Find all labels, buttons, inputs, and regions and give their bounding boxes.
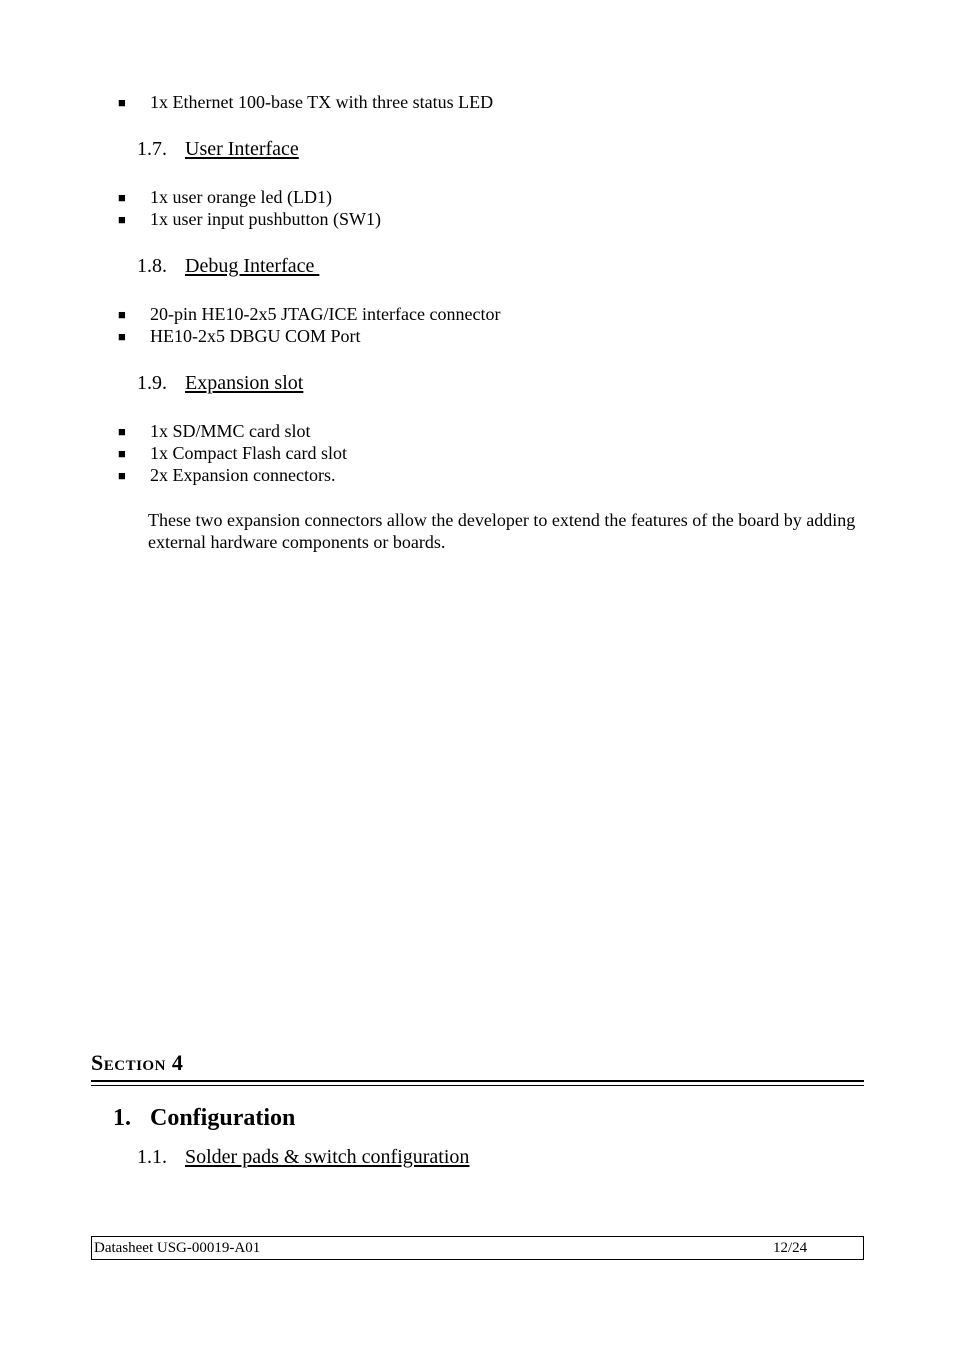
subheading-title: User Interface bbox=[185, 138, 299, 160]
subheading-number: 1.8. bbox=[137, 255, 167, 277]
bullet-mark: ■ bbox=[118, 212, 126, 227]
bullet-text: HE10-2x5 DBGU COM Port bbox=[150, 326, 361, 346]
section-rule-thick bbox=[91, 1080, 864, 1082]
subheading-title: Expansion slot bbox=[185, 372, 304, 394]
chapter-title: Configuration bbox=[150, 1105, 296, 1131]
subheading-solder-pads bbox=[137, 1145, 469, 1169]
bullet-item-dbgu bbox=[118, 325, 361, 348]
subheading-title: Solder pads & switch configuration bbox=[185, 1146, 470, 1168]
subheading-number: 1.7. bbox=[137, 138, 167, 160]
subheading-expansion-slot bbox=[137, 371, 303, 395]
chapter-heading bbox=[113, 1103, 295, 1133]
expansion-paragraph: These two expansion connectors allow the developer to extend the features of the board by adding external hardware components or boards. bbox=[148, 510, 856, 552]
section-label: Section 4 bbox=[91, 1050, 184, 1075]
subheading-title: Debug Interface bbox=[185, 255, 320, 277]
bullet-item-expansion-connectors bbox=[118, 464, 335, 487]
section-rule-thin bbox=[91, 1085, 864, 1086]
subheading-number: 1.9. bbox=[137, 372, 167, 394]
bullet-text: 1x Ethernet 100-base TX with three status LED bbox=[150, 92, 494, 112]
bullet-mark: ■ bbox=[118, 307, 126, 322]
page-footer bbox=[91, 1236, 864, 1260]
bullet-text: 1x user input pushbutton (SW1) bbox=[150, 209, 381, 229]
bullet-item-ethernet bbox=[118, 91, 493, 114]
subheading-debug-interface bbox=[137, 254, 319, 278]
bullet-mark: ■ bbox=[118, 95, 126, 110]
bullet-item-user-pushbutton bbox=[118, 208, 381, 231]
bullet-item-sd-mmc bbox=[118, 420, 311, 443]
bullet-text: 1x Compact Flash card slot bbox=[150, 443, 347, 463]
footer-doc-id: Datasheet USG-00019-A01 bbox=[94, 1240, 261, 1256]
bullet-text: 20-pin HE10-2x5 JTAG/ICE interface connector bbox=[150, 304, 501, 324]
footer-page-number: 12/24 bbox=[773, 1240, 808, 1256]
subheading-user-interface bbox=[137, 137, 299, 161]
bullet-text: 1x SD/MMC card slot bbox=[150, 421, 311, 441]
bullet-text: 1x user orange led (LD1) bbox=[150, 187, 332, 207]
bullet-mark: ■ bbox=[118, 468, 126, 483]
bullet-item-compact-flash bbox=[118, 442, 347, 465]
subheading-number: 1.1. bbox=[137, 1146, 167, 1168]
bullet-text: 2x Expansion connectors. bbox=[150, 465, 336, 485]
bullet-mark: ■ bbox=[118, 329, 126, 344]
bullet-item-jtag bbox=[118, 303, 500, 326]
bullet-mark: ■ bbox=[118, 190, 126, 205]
bullet-mark: ■ bbox=[118, 424, 126, 439]
bullet-mark: ■ bbox=[118, 446, 126, 461]
bullet-item-user-led bbox=[118, 186, 332, 209]
chapter-number: 1. bbox=[113, 1105, 131, 1131]
